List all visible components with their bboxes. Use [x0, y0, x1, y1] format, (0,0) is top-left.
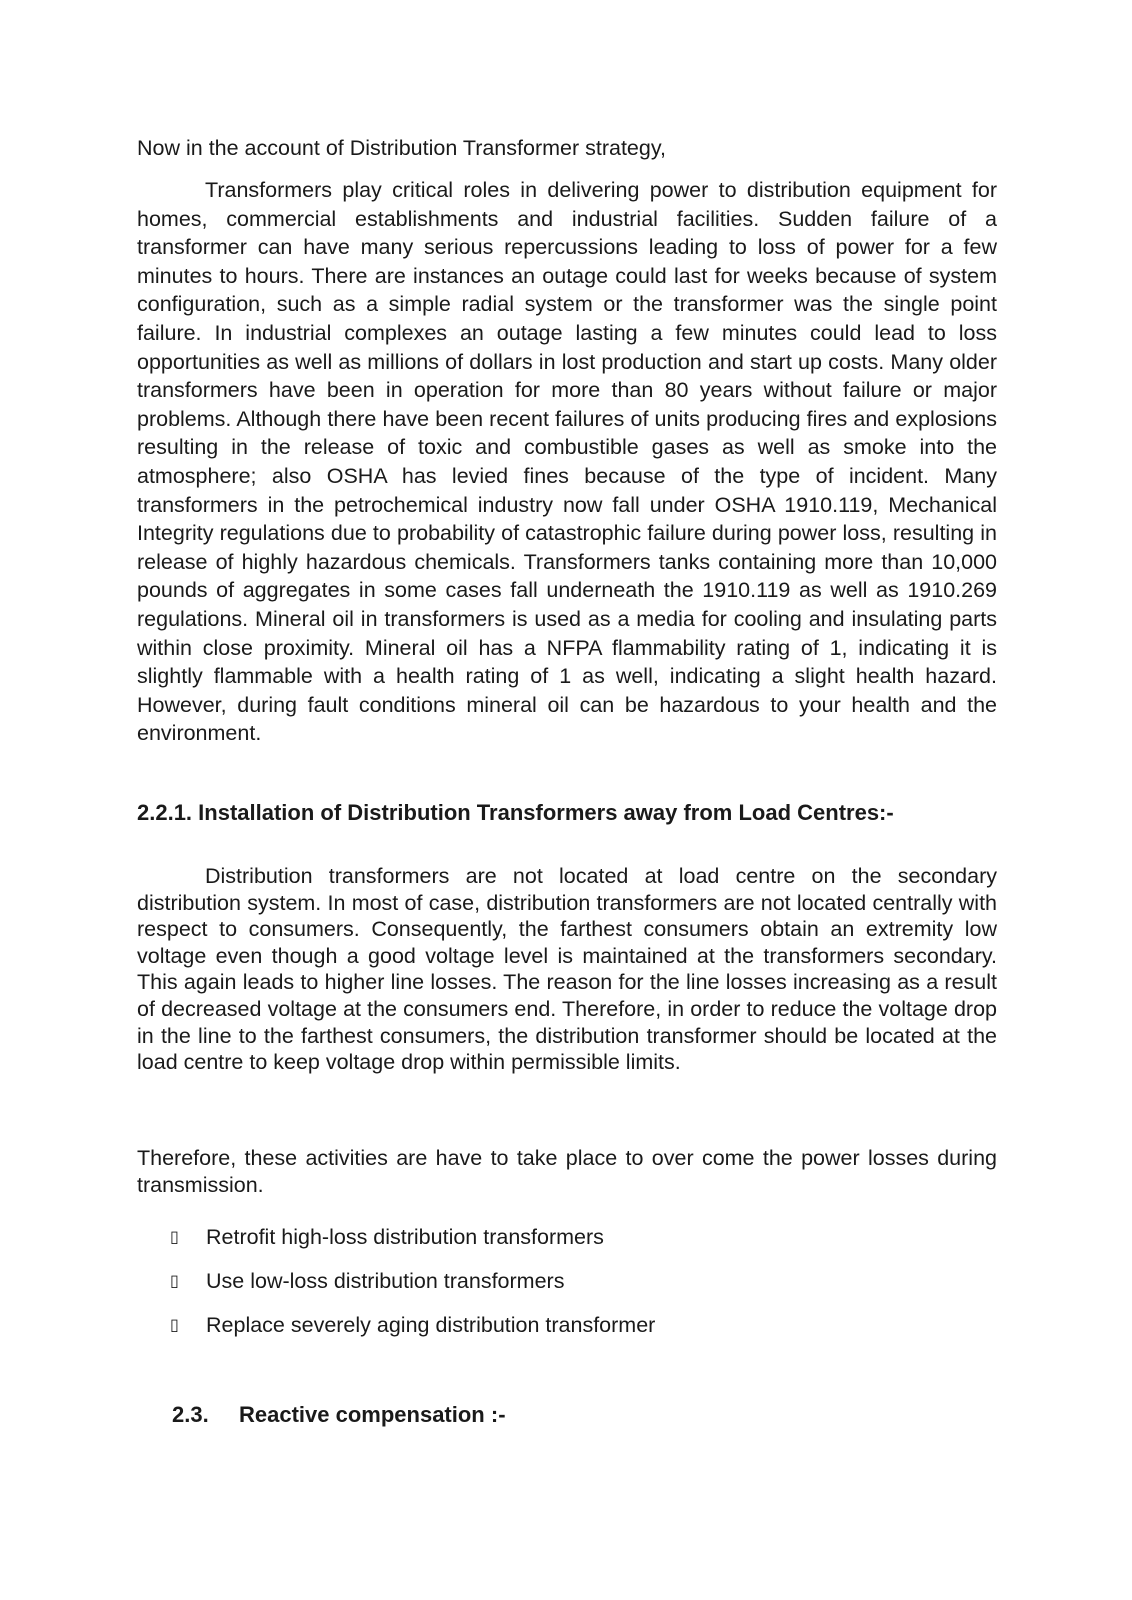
section-heading-2-3 [172, 1402, 506, 1428]
bullet-glyph-icon: ▯ [170, 1315, 179, 1334]
bullet-glyph-icon: ▯ [170, 1227, 179, 1246]
list-item [170, 1311, 655, 1355]
section-title: Reactive compensation :- [239, 1402, 506, 1427]
section-heading-2-2-1: 2.2.1. Installation of Distribution Transformers away from Load Centres:- [137, 800, 894, 825]
bullet-glyph-icon: ▯ [170, 1271, 179, 1290]
paragraph-load-centres: Distribution transformers are not located at load centre on the secondary distribution system. In most of case, distribution transformers are not located centrally with respect to consumers. Consequently, the farthest consumers obtain an extremity low voltage even though a good voltage level is maintained at the transformers secondary. This again leads to higher line losses. The reason for the line losses increasing as a result of decreased voltage at the consumers end. Therefore, in order to reduce the voltage drop in the line to the farthest consumers, the distribution transformer should be located at the load centre to keep voltage drop within permissible limits. [137, 864, 997, 1075]
list-item-text: Use low-loss distribution transformers [206, 1269, 565, 1293]
paragraph-activities: Therefore, these activities are have to take place to over come the power losses during transmission. [137, 1146, 997, 1197]
list-item [170, 1223, 655, 1267]
section-number: 2.3. [172, 1402, 209, 1427]
paragraph-transformer-roles: Transformers play critical roles in delivering power to distribution equipment for homes, commercial establishments and industrial facilities. Sudden failure of a transformer can have many serious repercussions leading to loss of power for a few minutes to hours. There are instances an outage could last for weeks because of system configuration, such as a simple radial system or the transformer was the single point failure. In industrial complexes an outage lasting a few minutes could lead to loss opportunities as well as millions of dollars in lost production and start up costs. Many older transformers have been in operation for more than 80 years without failure or major problems. Although there have been recent failures of units producing fires and explosions resulting in the release of toxic and combustible gases as well as smoke into the atmosphere; also OSHA has levied fines because of the type of incident. Many transformers in the petrochemical industry now fall under OSHA 1910.119, Mechanical Integrity regulations due to probability of catastrophic failure during power loss, resulting in release of highly hazardous chemicals. Transformers tanks containing more than 10,000 pounds of aggregates in some cases fall underneath the 1910.119 as well as 1910.269 regulations. Mineral oil in transformers is used as a media for cooling and insulating parts within close proximity. Mineral oil has a NFPA flammability rating of 1, indicating it is slightly flammable with a health rating of 1 as well, indicating a slight health hazard. However, during fault conditions mineral oil can be hazardous to your health and the environment. [137, 178, 997, 746]
intro-line: Now in the account of Distribution Transformer strategy, [137, 136, 666, 160]
list-item-text: Retrofit high-loss distribution transformers [206, 1225, 604, 1249]
activities-list [170, 1223, 655, 1355]
list-item [170, 1267, 655, 1311]
list-item-text: Replace severely aging distribution transformer [206, 1313, 656, 1337]
